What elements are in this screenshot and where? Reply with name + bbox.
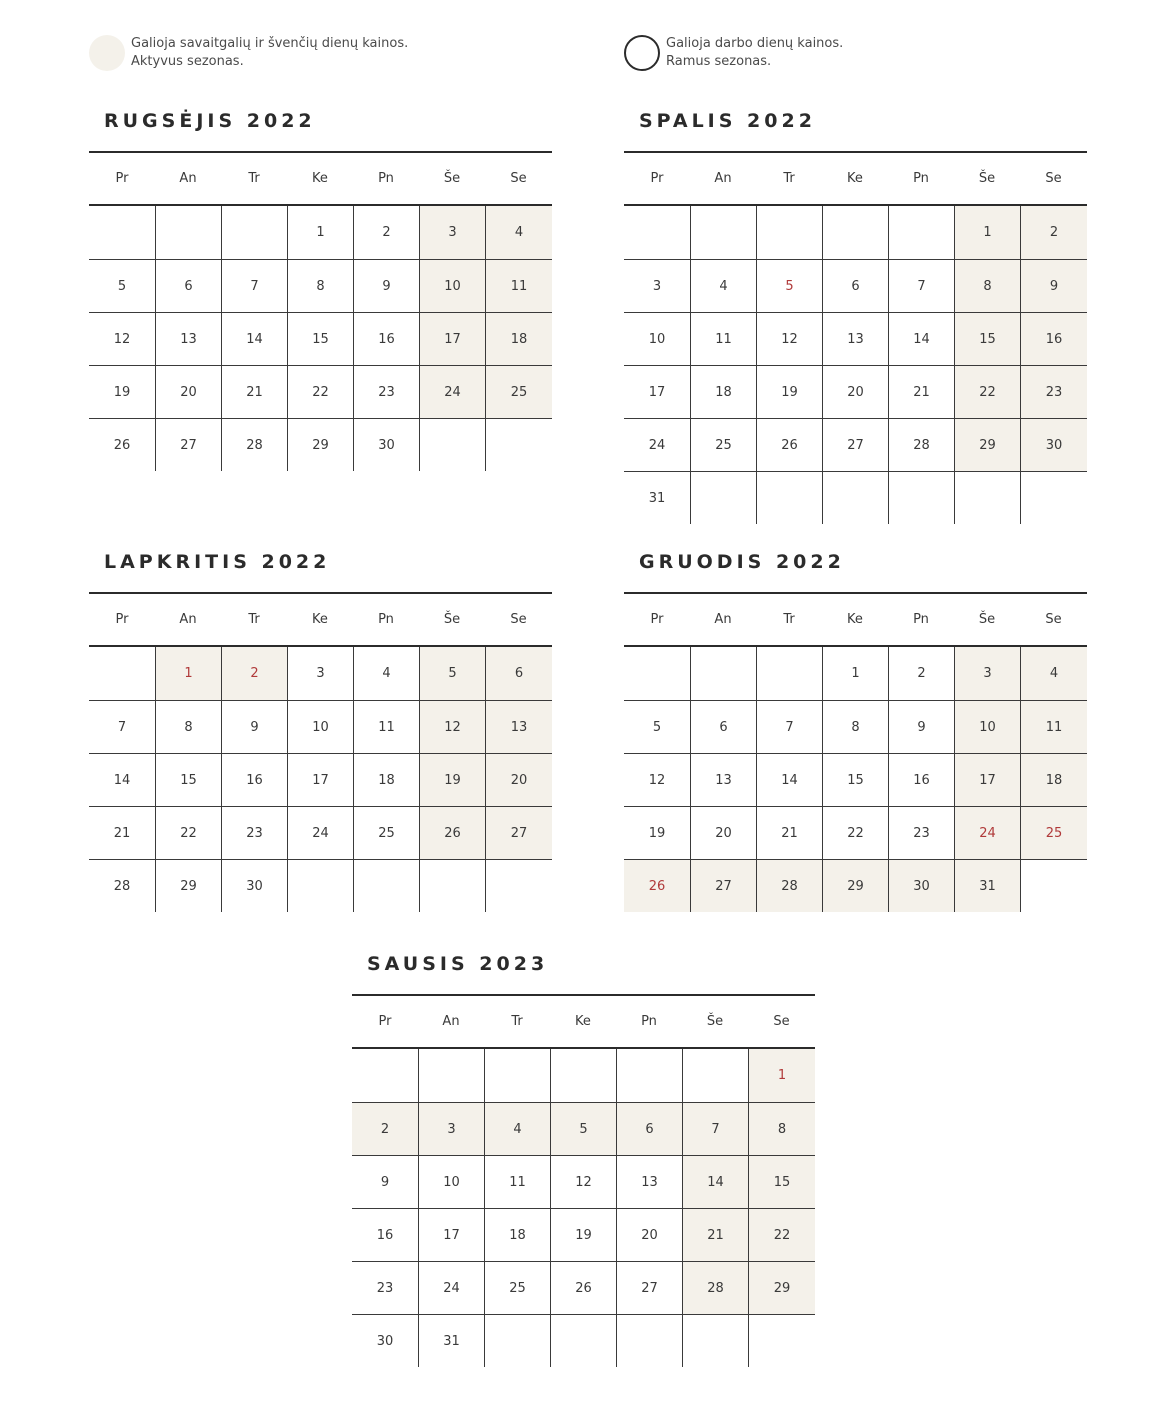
weekday-header-row — [624, 153, 1087, 204]
legend-active — [89, 35, 408, 71]
empty-cell — [616, 1314, 682, 1367]
day-cell: 22 — [748, 1208, 815, 1261]
day-cell: 5 — [550, 1102, 616, 1155]
day-cell: 11 — [353, 700, 419, 753]
weekday-label: Tr — [783, 171, 795, 186]
day-cell: 1 — [155, 647, 221, 700]
legend-active-line2: Aktyvus sezonas. — [131, 54, 244, 69]
weekday-label: Se — [773, 1014, 790, 1029]
empty-cell — [690, 471, 756, 524]
day-cell: 15 — [287, 312, 353, 365]
empty-cell — [484, 1314, 550, 1367]
day-cell: 12 — [550, 1155, 616, 1208]
day-cell: 4 — [485, 206, 552, 259]
day-cell: 18 — [485, 312, 552, 365]
day-cell: 25 — [484, 1261, 550, 1314]
day-cell: 23 — [352, 1261, 418, 1314]
weekday-label: Se — [510, 171, 527, 186]
day-grid — [89, 206, 552, 471]
empty-cell — [155, 206, 221, 259]
empty-cell — [624, 647, 690, 700]
day-cell: 2 — [352, 1102, 418, 1155]
day-cell: 16 — [888, 753, 954, 806]
active-season-swatch — [89, 35, 125, 71]
day-cell: 20 — [690, 806, 756, 859]
day-cell: 19 — [419, 753, 485, 806]
day-cell: 23 — [353, 365, 419, 418]
day-cell: 25 — [690, 418, 756, 471]
legend-quiet-line1: Galioja darbo dienų kainos. — [666, 36, 844, 51]
empty-cell — [419, 418, 485, 471]
weekday-label: Tr — [248, 171, 260, 186]
day-cell: 9 — [1020, 259, 1087, 312]
day-cell: 16 — [1020, 312, 1087, 365]
day-cell: 13 — [822, 312, 888, 365]
day-cell: 19 — [89, 365, 155, 418]
empty-cell — [418, 1049, 484, 1102]
day-cell: 26 — [756, 418, 822, 471]
day-cell: 28 — [756, 859, 822, 912]
day-cell: 24 — [418, 1261, 484, 1314]
legend-quiet — [624, 35, 843, 71]
empty-cell — [89, 206, 155, 259]
day-cell: 20 — [822, 365, 888, 418]
weekday-label: Še — [978, 171, 996, 186]
weekday-label: An — [179, 171, 197, 186]
day-cell: 8 — [822, 700, 888, 753]
weekday-label: Še — [443, 612, 461, 627]
day-cell: 7 — [89, 700, 155, 753]
day-cell: 14 — [89, 753, 155, 806]
day-cell: 15 — [822, 753, 888, 806]
weekday-label: Ke — [312, 171, 328, 186]
weekday-label: An — [179, 612, 197, 627]
day-cell: 12 — [419, 700, 485, 753]
day-cell: 29 — [954, 418, 1020, 471]
day-cell: 9 — [221, 700, 287, 753]
empty-cell — [682, 1314, 748, 1367]
weekday-label: Še — [978, 612, 996, 627]
day-cell: 13 — [485, 700, 552, 753]
day-cell: 2 — [888, 647, 954, 700]
day-cell: 9 — [352, 1155, 418, 1208]
weekday-label: Ke — [847, 612, 863, 627]
day-cell: 17 — [419, 312, 485, 365]
day-cell: 28 — [682, 1261, 748, 1314]
empty-cell — [1020, 859, 1087, 912]
day-cell: 7 — [682, 1102, 748, 1155]
day-cell: 13 — [616, 1155, 682, 1208]
empty-cell — [1020, 471, 1087, 524]
day-cell: 24 — [287, 806, 353, 859]
day-cell: 12 — [624, 753, 690, 806]
day-cell: 5 — [89, 259, 155, 312]
empty-cell — [756, 647, 822, 700]
day-cell: 30 — [353, 418, 419, 471]
day-cell: 5 — [756, 259, 822, 312]
empty-cell — [221, 206, 287, 259]
day-cell: 30 — [1020, 418, 1087, 471]
day-cell: 27 — [616, 1261, 682, 1314]
empty-cell — [287, 859, 353, 912]
day-cell: 24 — [419, 365, 485, 418]
day-cell: 21 — [756, 806, 822, 859]
day-cell: 14 — [221, 312, 287, 365]
day-cell: 21 — [682, 1208, 748, 1261]
day-cell: 18 — [690, 365, 756, 418]
weekday-label: Pr — [115, 171, 129, 186]
day-cell: 30 — [888, 859, 954, 912]
day-cell: 9 — [888, 700, 954, 753]
empty-cell — [624, 206, 690, 259]
empty-cell — [550, 1314, 616, 1367]
day-cell: 27 — [155, 418, 221, 471]
day-cell: 4 — [353, 647, 419, 700]
day-cell: 10 — [624, 312, 690, 365]
weekday-label: An — [442, 1014, 460, 1029]
day-cell: 19 — [624, 806, 690, 859]
day-cell: 4 — [484, 1102, 550, 1155]
day-cell: 26 — [419, 806, 485, 859]
empty-cell — [485, 859, 552, 912]
day-cell: 15 — [954, 312, 1020, 365]
empty-cell — [748, 1314, 815, 1367]
weekday-label: Še — [706, 1014, 724, 1029]
day-cell: 1 — [822, 647, 888, 700]
weekday-header-row — [352, 996, 815, 1047]
day-cell: 19 — [550, 1208, 616, 1261]
day-grid — [352, 1049, 815, 1367]
day-cell: 31 — [418, 1314, 484, 1367]
empty-cell — [822, 206, 888, 259]
legend-quiet-line2: Ramus sezonas. — [666, 54, 772, 69]
day-cell: 9 — [353, 259, 419, 312]
day-cell: 11 — [1020, 700, 1087, 753]
weekday-label: Pr — [650, 612, 664, 627]
empty-cell — [690, 647, 756, 700]
empty-cell — [756, 471, 822, 524]
empty-cell — [550, 1049, 616, 1102]
day-cell: 21 — [89, 806, 155, 859]
weekday-label: Pr — [378, 1014, 392, 1029]
day-cell: 6 — [690, 700, 756, 753]
day-cell: 1 — [287, 206, 353, 259]
day-cell: 25 — [1020, 806, 1087, 859]
empty-cell — [89, 647, 155, 700]
month-title: GRUODIS 2022 — [639, 551, 845, 573]
day-cell: 10 — [418, 1155, 484, 1208]
day-cell: 2 — [221, 647, 287, 700]
day-cell: 7 — [888, 259, 954, 312]
day-cell: 8 — [287, 259, 353, 312]
day-cell: 13 — [155, 312, 221, 365]
day-cell: 5 — [419, 647, 485, 700]
empty-cell — [353, 859, 419, 912]
weekday-label: Pr — [650, 171, 664, 186]
day-cell: 30 — [221, 859, 287, 912]
weekday-label: Ke — [847, 171, 863, 186]
day-grid — [624, 647, 1087, 912]
empty-cell — [419, 859, 485, 912]
day-cell: 26 — [624, 859, 690, 912]
day-cell: 22 — [954, 365, 1020, 418]
day-cell: 8 — [954, 259, 1020, 312]
weekday-label: Se — [510, 612, 527, 627]
day-cell: 26 — [89, 418, 155, 471]
day-cell: 17 — [624, 365, 690, 418]
empty-cell — [888, 206, 954, 259]
day-cell: 29 — [155, 859, 221, 912]
day-cell: 16 — [353, 312, 419, 365]
day-cell: 3 — [954, 647, 1020, 700]
day-cell: 15 — [748, 1155, 815, 1208]
month-title: RUGSĖJIS 2022 — [104, 110, 316, 132]
day-cell: 22 — [155, 806, 221, 859]
weekday-label: Se — [1045, 612, 1062, 627]
day-cell: 8 — [155, 700, 221, 753]
empty-cell — [888, 471, 954, 524]
day-cell: 20 — [616, 1208, 682, 1261]
day-cell: 26 — [550, 1261, 616, 1314]
day-cell: 17 — [418, 1208, 484, 1261]
day-cell: 7 — [756, 700, 822, 753]
day-cell: 10 — [419, 259, 485, 312]
day-cell: 8 — [748, 1102, 815, 1155]
day-cell: 30 — [352, 1314, 418, 1367]
day-cell: 6 — [822, 259, 888, 312]
weekday-label: Pn — [641, 1014, 657, 1029]
day-cell: 21 — [888, 365, 954, 418]
day-cell: 20 — [485, 753, 552, 806]
day-cell: 14 — [682, 1155, 748, 1208]
day-cell: 23 — [1020, 365, 1087, 418]
day-cell: 31 — [954, 859, 1020, 912]
day-cell: 6 — [155, 259, 221, 312]
day-cell: 3 — [419, 206, 485, 259]
day-cell: 22 — [287, 365, 353, 418]
empty-cell — [690, 206, 756, 259]
day-cell: 23 — [888, 806, 954, 859]
day-cell: 17 — [287, 753, 353, 806]
day-cell: 31 — [624, 471, 690, 524]
day-cell: 10 — [287, 700, 353, 753]
day-cell: 6 — [616, 1102, 682, 1155]
day-cell: 4 — [690, 259, 756, 312]
empty-cell — [682, 1049, 748, 1102]
weekday-label: Pn — [913, 612, 929, 627]
day-cell: 19 — [756, 365, 822, 418]
empty-cell — [484, 1049, 550, 1102]
day-cell: 10 — [954, 700, 1020, 753]
empty-cell — [485, 418, 552, 471]
day-cell: 28 — [89, 859, 155, 912]
day-cell: 14 — [756, 753, 822, 806]
day-cell: 16 — [221, 753, 287, 806]
day-cell: 16 — [352, 1208, 418, 1261]
legend-active-text — [131, 35, 408, 71]
day-cell: 15 — [155, 753, 221, 806]
day-cell: 3 — [287, 647, 353, 700]
weekday-label: Tr — [783, 612, 795, 627]
day-cell: 3 — [418, 1102, 484, 1155]
day-cell: 18 — [353, 753, 419, 806]
weekday-label: Tr — [511, 1014, 523, 1029]
day-cell: 6 — [485, 647, 552, 700]
day-cell: 27 — [690, 859, 756, 912]
weekday-label: Ke — [575, 1014, 591, 1029]
empty-cell — [822, 471, 888, 524]
weekday-label: Tr — [248, 612, 260, 627]
day-cell: 12 — [89, 312, 155, 365]
day-cell: 23 — [221, 806, 287, 859]
day-cell: 20 — [155, 365, 221, 418]
day-cell: 18 — [1020, 753, 1087, 806]
day-cell: 5 — [624, 700, 690, 753]
day-cell: 25 — [353, 806, 419, 859]
weekday-label: Se — [1045, 171, 1062, 186]
weekday-header-row — [89, 594, 552, 645]
weekday-label: An — [714, 612, 732, 627]
month-title: LAPKRITIS 2022 — [104, 551, 331, 573]
day-cell: 4 — [1020, 647, 1087, 700]
day-cell: 24 — [954, 806, 1020, 859]
legend-quiet-text — [666, 35, 843, 71]
empty-cell — [352, 1049, 418, 1102]
day-cell: 14 — [888, 312, 954, 365]
day-cell: 12 — [756, 312, 822, 365]
day-cell: 1 — [748, 1049, 815, 1102]
day-cell: 29 — [287, 418, 353, 471]
day-grid — [624, 206, 1087, 524]
day-cell: 22 — [822, 806, 888, 859]
quiet-season-swatch — [624, 35, 660, 71]
empty-cell — [756, 206, 822, 259]
weekday-label: Pn — [378, 612, 394, 627]
day-cell: 25 — [485, 365, 552, 418]
legend-active-line1: Galioja savaitgalių ir švenčių dienų kainos. — [131, 36, 409, 51]
day-cell: 13 — [690, 753, 756, 806]
month-title: SAUSIS 2023 — [367, 953, 549, 975]
weekday-header-row — [89, 153, 552, 204]
day-cell: 29 — [748, 1261, 815, 1314]
day-cell: 27 — [822, 418, 888, 471]
day-cell: 27 — [485, 806, 552, 859]
day-cell: 21 — [221, 365, 287, 418]
day-cell: 2 — [353, 206, 419, 259]
day-cell: 11 — [690, 312, 756, 365]
weekday-label: Še — [443, 171, 461, 186]
day-cell: 11 — [484, 1155, 550, 1208]
weekday-label: Pn — [378, 171, 394, 186]
day-cell: 7 — [221, 259, 287, 312]
day-cell: 18 — [484, 1208, 550, 1261]
day-cell: 17 — [954, 753, 1020, 806]
day-cell: 29 — [822, 859, 888, 912]
weekday-label: An — [714, 171, 732, 186]
month-title: SPALIS 2022 — [639, 110, 816, 132]
day-grid — [89, 647, 552, 912]
weekday-label: Ke — [312, 612, 328, 627]
empty-cell — [954, 471, 1020, 524]
weekday-label: Pr — [115, 612, 129, 627]
day-cell: 24 — [624, 418, 690, 471]
empty-cell — [616, 1049, 682, 1102]
day-cell: 3 — [624, 259, 690, 312]
weekday-header-row — [624, 594, 1087, 645]
day-cell: 2 — [1020, 206, 1087, 259]
day-cell: 28 — [888, 418, 954, 471]
day-cell: 1 — [954, 206, 1020, 259]
day-cell: 11 — [485, 259, 552, 312]
weekday-label: Pn — [913, 171, 929, 186]
day-cell: 28 — [221, 418, 287, 471]
